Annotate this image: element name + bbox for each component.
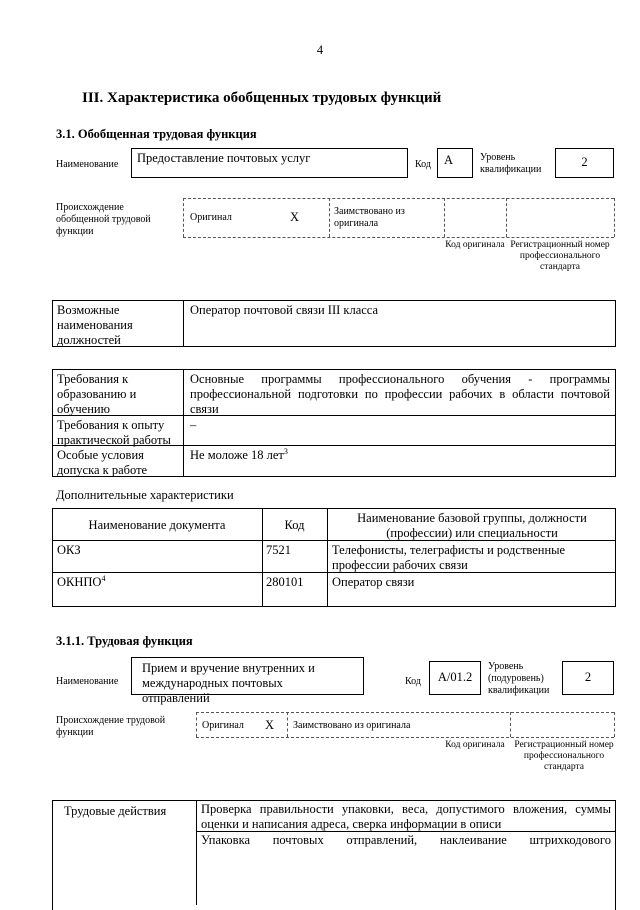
- table-row-oknpo-code: 280101: [266, 575, 304, 589]
- tf-borrowed-label: Заимствовано из оригинала: [293, 720, 411, 731]
- section-title: III. Характеристика обобщенных трудовых функций: [82, 90, 442, 106]
- actions-label: Трудовые действия: [64, 804, 167, 818]
- gtf-borrowed-label: Заимствовано из оригинала: [334, 206, 405, 229]
- tf-code-box: [429, 661, 481, 695]
- tf-reg-number-caption: Регистрационный номер профессионального стандарта: [514, 740, 614, 772]
- page-number: 4: [316, 43, 324, 57]
- tf-code-label: Код: [405, 676, 421, 687]
- action-item-1: Проверка правильности упаковки, веса, допустимого вложения, суммы оценки и написания адреса, сверка информации в описи: [201, 802, 611, 831]
- table-row-okz-doc: ОКЗ: [57, 543, 81, 557]
- req-experience-label: Требования к опыту практической работы: [57, 418, 171, 447]
- req-conditions-value: Не моложе 18 лет$^3$: [190, 446, 288, 462]
- tf-level-label: Уровень (подуровень) квалификации: [488, 661, 550, 696]
- gtf-code-value: A: [444, 153, 454, 167]
- gtf-name-box: [131, 148, 408, 178]
- tf-level-box: [562, 661, 614, 695]
- gtf-code-original-caption: Код оригинала: [445, 240, 505, 250]
- footnote-3: 3: [283, 446, 288, 456]
- table-row-oknpo-name: Оператор связи: [332, 575, 415, 589]
- action-item-2: Упаковка почтовых отправлений, наклеивание штрихкодового: [201, 833, 611, 847]
- gtf-name-value: Предоставление почтовых услуг: [137, 151, 311, 165]
- gtf-code-label: Код: [415, 159, 431, 170]
- tf-name-box: [131, 657, 364, 705]
- req-education-label: Требования к образованию и обучению: [57, 372, 137, 416]
- tf-level-value: 2: [584, 670, 592, 684]
- positions-label: Возможные наименования должностей: [57, 303, 133, 347]
- footnote-4: 4: [101, 573, 106, 583]
- tf-name-value: Прием и вручение внутренних и международных почтовых отправлений: [142, 661, 315, 705]
- tf-original-mark: X: [265, 718, 275, 732]
- tf-code-original-caption: Код оригинала: [445, 740, 505, 750]
- col-header-document: Наименование документа: [88, 518, 226, 532]
- gtf-name-label: Наименование: [56, 159, 119, 170]
- req-conditions-label: Особые условия допуска к работе: [57, 448, 148, 477]
- col-header-code: Код: [284, 518, 305, 532]
- tf-code-value: A/01.2: [437, 670, 473, 684]
- tf-origin-label: Происхождение трудовой функции: [56, 715, 166, 738]
- tf-original-label: Оригинал: [202, 720, 244, 731]
- tf-heading: 3.1.1. Трудовая функция: [56, 634, 193, 648]
- req-experience-value: –: [190, 418, 197, 432]
- gtf-level-value: 2: [581, 155, 588, 169]
- gtf-code-box: [437, 148, 473, 178]
- tf-name-label: Наименование: [56, 676, 119, 687]
- gtf-heading: 3.1. Обобщенная трудовая функция: [56, 127, 257, 141]
- gtf-level-label: Уровень квалификации: [480, 152, 542, 175]
- col-header-group-name: Наименование базовой группы, должности (профессии) или специальности: [357, 511, 587, 540]
- gtf-origin-label: Происхождение обобщенной трудовой функции: [56, 202, 151, 237]
- gtf-original-label: Оригинал: [190, 212, 232, 223]
- gtf-reg-number-caption: Регистрационный номер профессионального стандарта: [510, 240, 610, 272]
- gtf-level-box: [555, 148, 614, 178]
- table-row-okz-name: Телефонисты, телеграфисты и родственные профессии рабочих связи: [332, 543, 566, 572]
- additional-title: Дополнительные характеристики: [56, 488, 234, 502]
- table-row-okz-code: 7521: [266, 543, 291, 557]
- positions-value: Оператор почтовой связи III класса: [190, 303, 379, 317]
- req-education-value: Основные программы профессионального обучения - программы профессиональной подготовки по профессии рабочих в области почтовой связи: [190, 372, 610, 416]
- gtf-original-mark: X: [290, 210, 300, 224]
- table-row-oknpo-doc: ОКНПО$^4$: [57, 573, 106, 589]
